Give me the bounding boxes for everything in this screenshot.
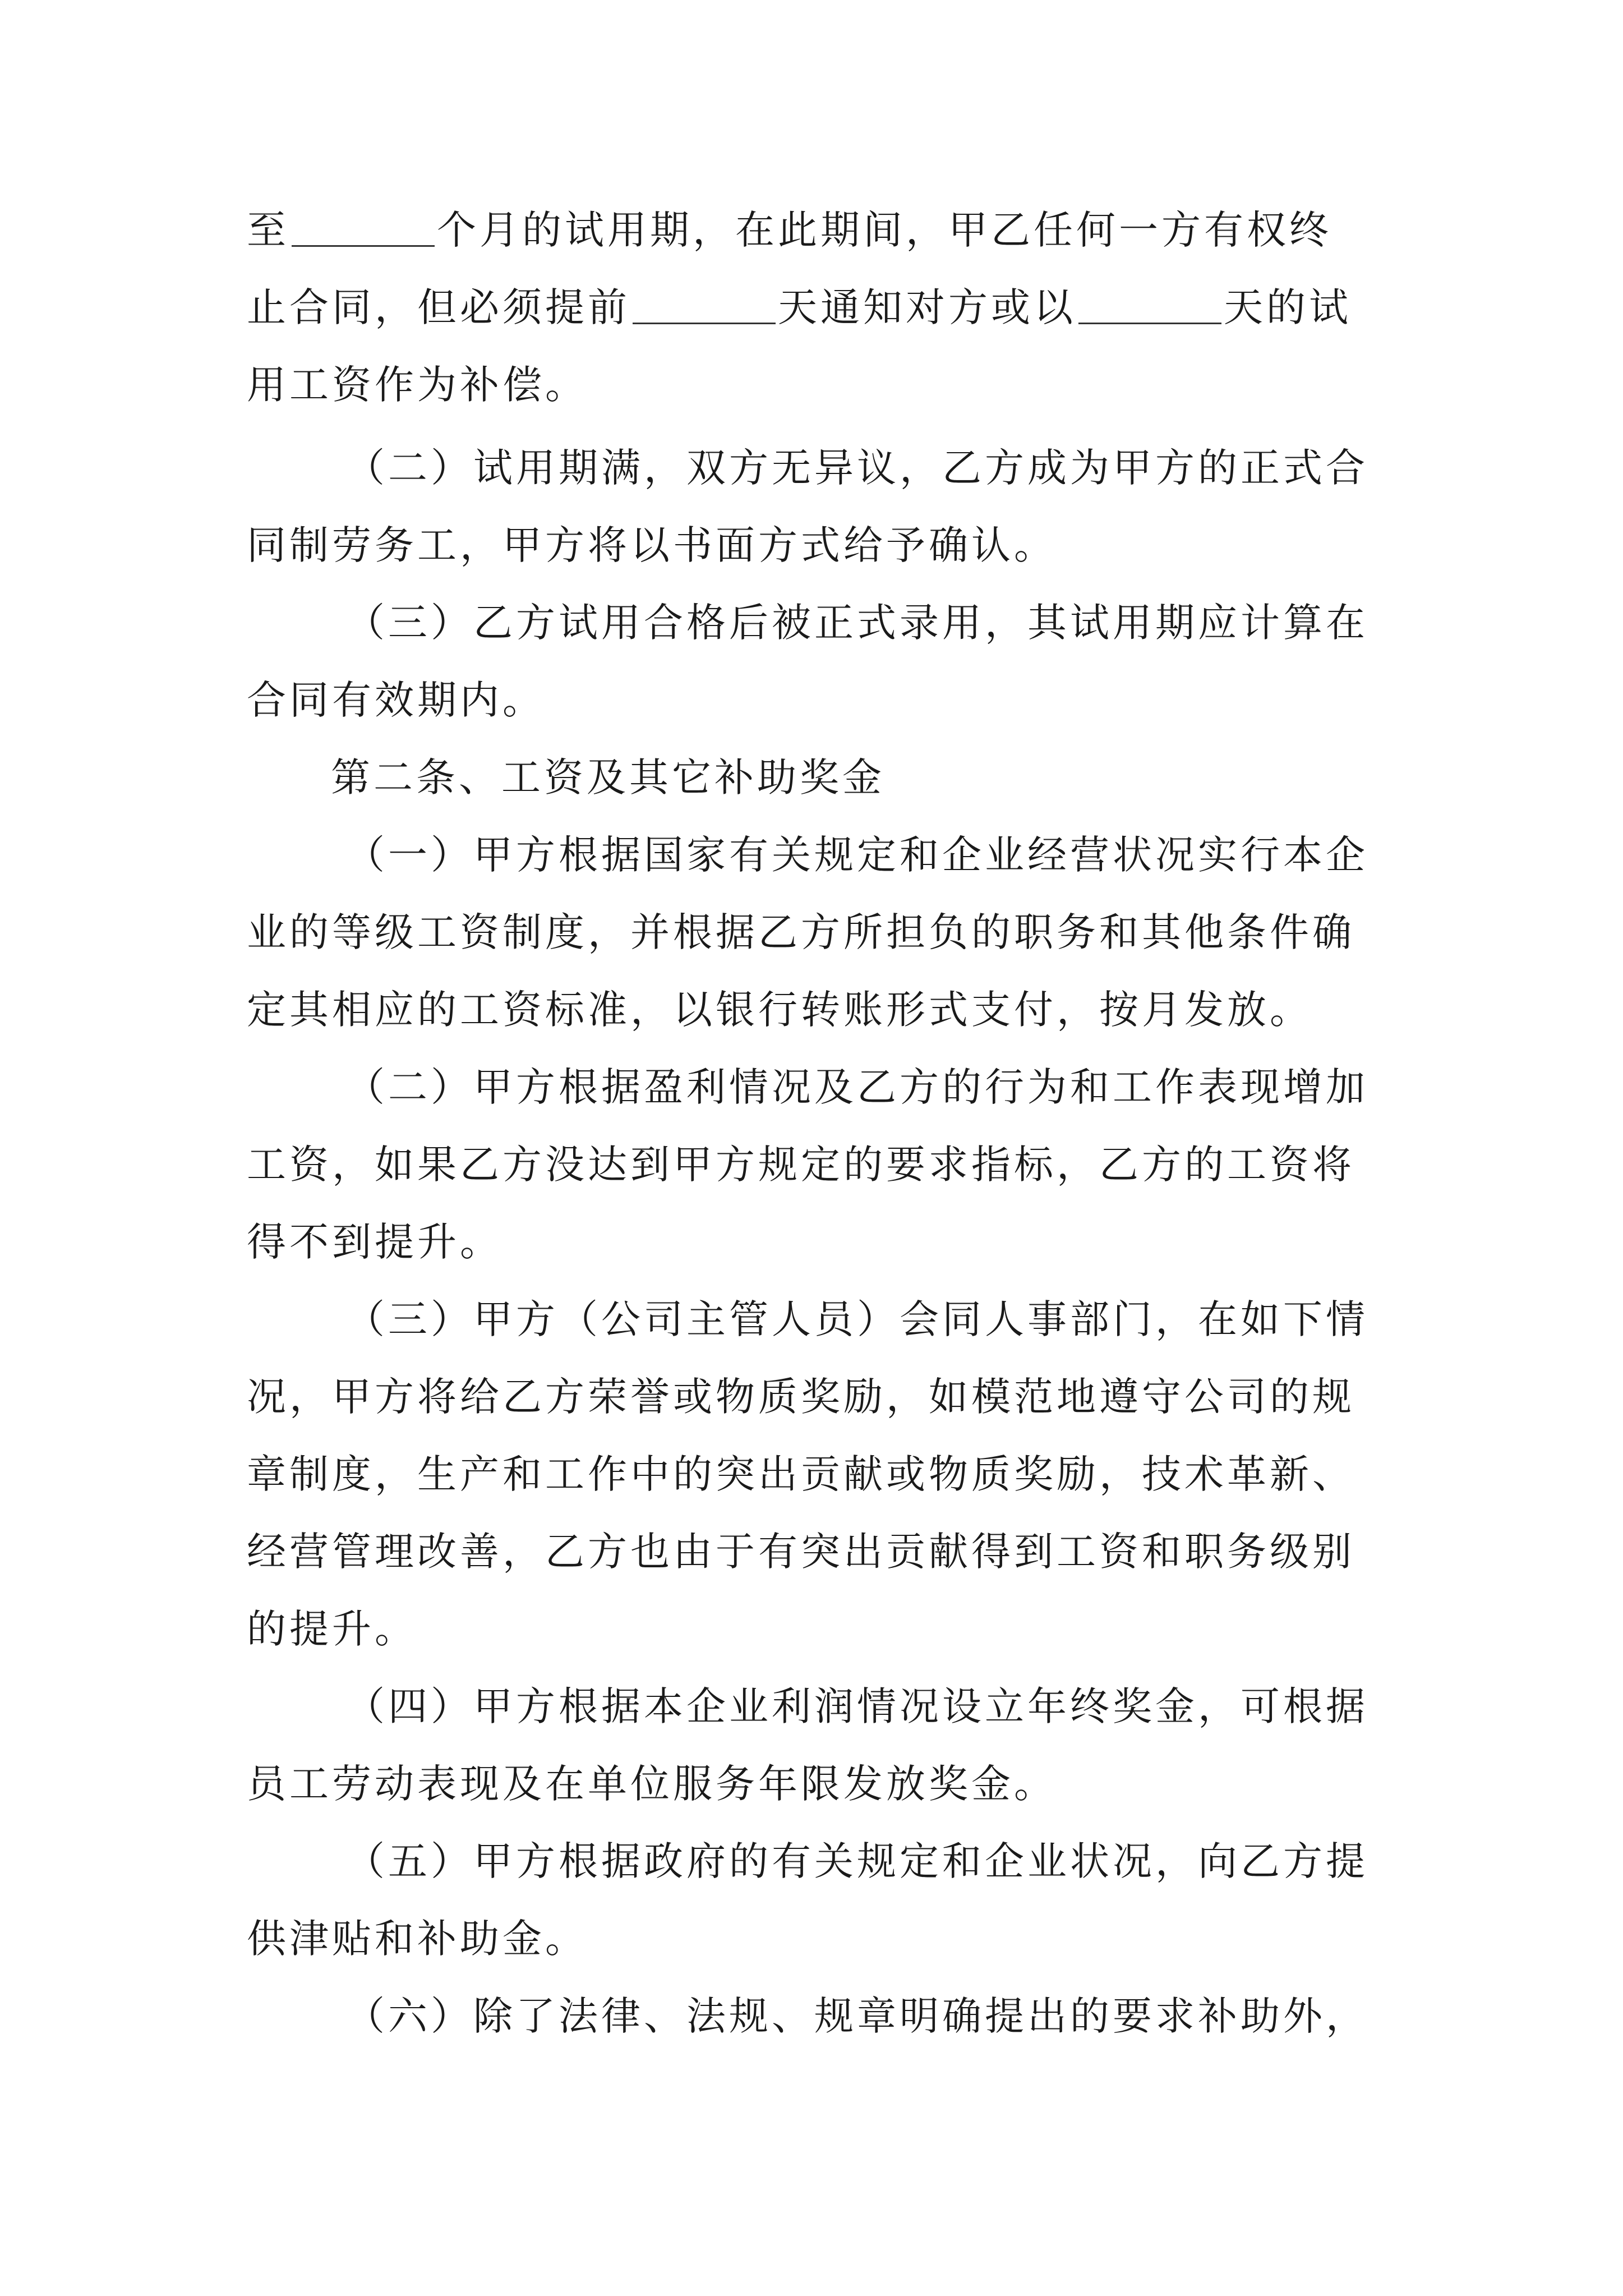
text-line: 况，甲方将给乙方荣誉或物质奖励，如模范地遵守公司的规 — [247, 1374, 1355, 1420]
text-segment: 天的试 — [1224, 284, 1352, 330]
text-line: 经营管理改善，乙方也由于有突出贡献得到工资和职务级别 — [247, 1529, 1355, 1575]
text-line: （一）甲方根据国家有关规定和企业经营状况实行本企 — [345, 832, 1368, 878]
fill-in-blank[interactable] — [1078, 283, 1221, 324]
text-line: 定其相应的工资标准，以银行转账形式支付，按月发放。 — [247, 987, 1312, 1033]
text-segment: 天通知对方或以 — [778, 284, 1076, 330]
text-line: （五）甲方根据政府的有关规定和企业状况，向乙方提 — [345, 1838, 1368, 1884]
text-line — [247, 277, 1352, 338]
text-line: （二）甲方根据盈利情况及乙方的行为和工作表现增加 — [345, 1064, 1368, 1110]
text-line: 用工资作为补偿。 — [247, 362, 588, 408]
fill-in-blank[interactable] — [292, 206, 435, 247]
text-segment: 止合同，但必须提前 — [247, 284, 630, 330]
text-line: 合同有效期内。 — [247, 677, 545, 723]
section-heading: 第二条、工资及其它补助奖金 — [331, 754, 885, 800]
text-line: 的提升。 — [247, 1606, 417, 1652]
text-segment: 个月的试用期，在此期间，甲乙任何一方有权终 — [437, 207, 1332, 253]
text-line: （四）甲方根据本企业利润情况设立年终奖金，可根据 — [345, 1683, 1368, 1729]
text-line: （二）试用期满，双方无异议，乙方成为甲方的正式合 — [345, 445, 1368, 491]
text-segment: 至 — [247, 207, 289, 253]
text-line: （三）乙方试用合格后被正式录用，其试用期应计算在 — [345, 600, 1368, 646]
text-line: 章制度，生产和工作中的突出贡献或物质奖励，技术革新、 — [247, 1451, 1355, 1497]
text-line: 工资，如果乙方没达到甲方规定的要求指标，乙方的工资将 — [247, 1142, 1355, 1188]
text-line: （三）甲方（公司主管人员）会同人事部门，在如下情 — [345, 1296, 1368, 1342]
text-line — [247, 199, 1332, 261]
text-line: 得不到提升。 — [247, 1219, 502, 1265]
text-line: 供津贴和补助金。 — [247, 1916, 588, 1962]
text-line: 业的等级工资制度，并根据乙方所担负的职务和其他条件确 — [247, 909, 1355, 955]
text-line: 员工劳动表现及在单位服务年限发放奖金。 — [247, 1761, 1057, 1807]
fill-in-blank[interactable] — [633, 283, 776, 324]
text-line: 同制劳务工，甲方将以书面方式给予确认。 — [247, 522, 1057, 568]
text-line: （六）除了法律、法规、规章明确提出的要求补助外， — [345, 1993, 1368, 2039]
